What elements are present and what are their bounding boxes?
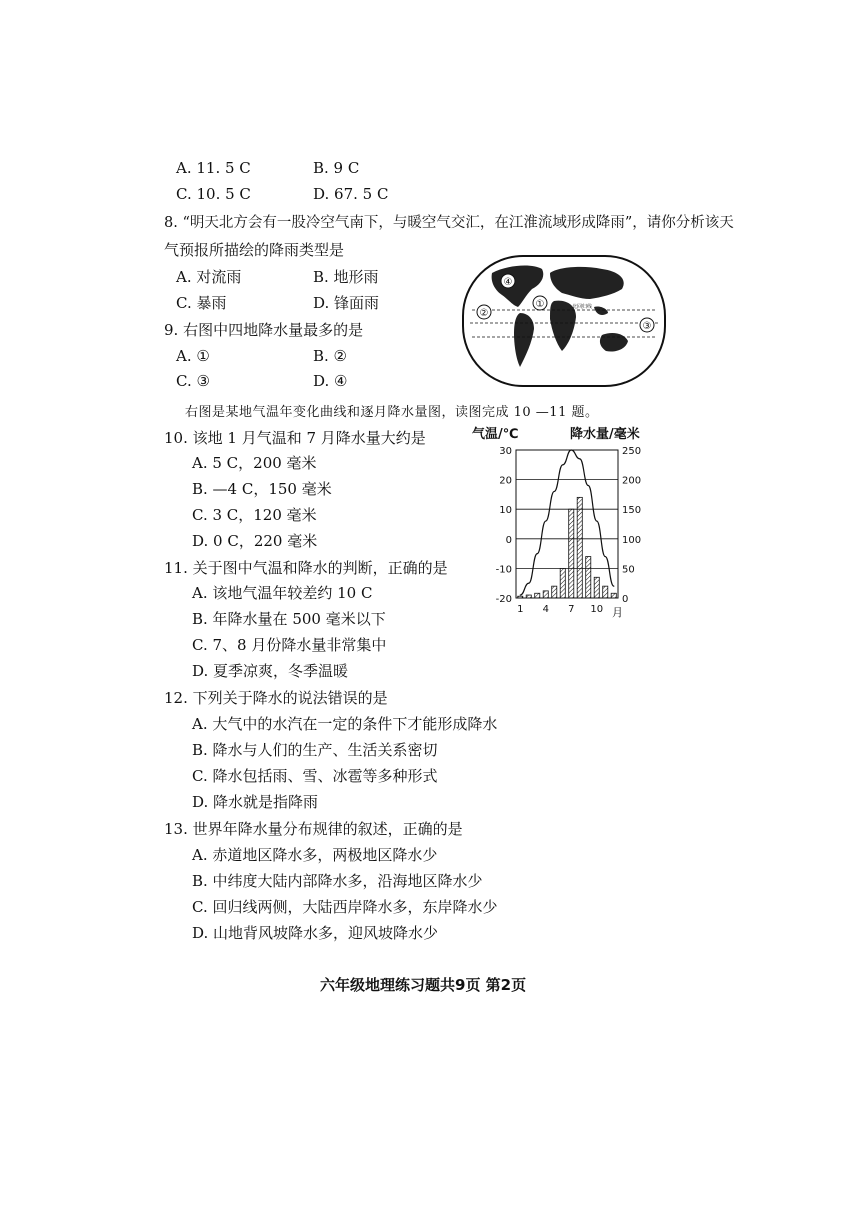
precip-tick-label: 250: [622, 446, 642, 457]
temperature-point: [571, 449, 572, 450]
q10-option-c: C. 3 C，120 毫米: [192, 506, 317, 524]
q10-stem: 10. 该地 1 月气温和 7 月降水量大约是: [164, 429, 426, 447]
q12-stem: 12. 下列关于降水的说法错误的是: [164, 689, 388, 707]
eurasia-shape: [550, 267, 624, 299]
precip-bar: [594, 577, 599, 598]
q10-option-b: B. —4 C，150 毫米: [192, 480, 332, 498]
q8-option-b: B. 地形雨: [313, 268, 379, 286]
q9-option-b: B. ②: [313, 347, 348, 365]
precip-axis-label: 降水量/毫米: [570, 427, 640, 442]
q11-option-a: A. 该地气温年较差约 10 C: [192, 584, 373, 602]
month-tick-label: 10: [590, 604, 604, 615]
temperature-point: [554, 491, 555, 492]
q8-option-c: C. 暴雨: [176, 294, 227, 312]
q11-option-d: D. 夏季凉爽，冬季温暖: [192, 662, 349, 680]
q9-option-d: D. ④: [313, 372, 348, 390]
precip-bar: [543, 591, 548, 598]
temperature-point: [596, 520, 597, 521]
temp-tick-label: 0: [505, 534, 512, 546]
point-4-label: ④: [503, 277, 513, 288]
precip-bar: [611, 593, 616, 598]
point-1-label: ①: [535, 299, 545, 310]
precip-bar: [560, 568, 565, 598]
australia-shape: [600, 333, 628, 352]
tropic-label: 北回归线: [572, 304, 593, 310]
x-unit-label: 月: [612, 606, 623, 619]
world-map-figure: [462, 255, 666, 387]
month-tick-label: 4: [542, 604, 549, 615]
temp-tick-label: 10: [499, 505, 512, 517]
temperature-point: [588, 485, 589, 486]
q10-option-d: D. 0 C，220 毫米: [192, 532, 318, 550]
q13-option-d: D. 山地背风坡降水多，迎风坡降水少: [192, 924, 439, 942]
month-tick-label: 1: [517, 604, 524, 615]
q7-option-c: C. 10. 5 C: [176, 185, 251, 203]
precip-tick-label: 0: [622, 594, 629, 605]
q12-option-b: B. 降水与人们的生产、生活关系密切: [192, 741, 438, 759]
precip-bar: [526, 595, 531, 598]
temp-tick-label: -20: [495, 594, 512, 605]
temperature-curve: [520, 450, 614, 595]
precip-tick-label: 50: [622, 564, 635, 576]
temperature-point: [613, 586, 614, 587]
temperature-point: [562, 464, 563, 465]
q7-option-d: D. 67. 5 C: [313, 185, 389, 203]
q8-stem-line2: 气预报所描绘的降雨类型是: [164, 241, 345, 259]
q8-option-d: D. 锋面雨: [313, 294, 380, 312]
q7-option-a: A. 11. 5 C: [176, 159, 251, 177]
page-footer: 六年级地理练习题共9页 第2页: [320, 976, 527, 994]
q12-option-a: A. 大气中的水汽在一定的条件下才能形成降水: [192, 715, 498, 733]
precip-tick-label: 150: [622, 505, 642, 517]
q13-option-a: A. 赤道地区降水多，两极地区降水少: [192, 846, 438, 864]
q8-option-a: A. 对流雨: [176, 268, 242, 286]
temperature-point: [579, 458, 580, 459]
q8-stem-line1: 8. “明天北方会有一股冷空气南下，与暖空气交汇，在江淮流域形成降雨”，请你分析该天: [164, 215, 734, 231]
precip-bar: [577, 497, 582, 598]
precip-bar: [586, 557, 591, 598]
climate-chart: [470, 420, 660, 620]
precip-bar: [569, 509, 574, 598]
precip-bar: [603, 586, 608, 598]
islands-shape: [594, 306, 608, 315]
south-america-shape: [514, 313, 534, 367]
intro-10-11: 右图是某地气温年变化曲线和逐月降水量图，读图完成 10 —11 题。: [185, 405, 599, 420]
q13-option-c: C. 回归线两侧，大陆西岸降水多，东岸降水少: [192, 898, 498, 916]
q10-option-a: A. 5 C，200 毫米: [192, 454, 317, 472]
temperature-point: [528, 583, 529, 584]
temp-tick-label: 30: [499, 446, 512, 457]
point-2-label: ②: [479, 308, 489, 319]
q13-stem: 13. 世界年降水量分布规律的叙述，正确的是: [164, 820, 463, 838]
temperature-point: [545, 520, 546, 521]
precip-bar: [535, 593, 540, 598]
q9-option-c: C. ③: [176, 372, 210, 390]
temp-tick-label: -10: [495, 564, 512, 576]
q9-option-a: A. ①: [176, 347, 210, 365]
q11-stem: 11. 关于图中气温和降水的判断，正确的是: [164, 559, 448, 577]
precip-bar: [552, 586, 557, 598]
temp-axis-label: 气温/℃: [472, 427, 519, 442]
point-3-label: ③: [642, 321, 652, 332]
temp-tick-label: 20: [499, 475, 512, 487]
q12-option-c: C. 降水包括雨、雪、冰雹等多种形式: [192, 767, 438, 785]
month-tick-label: 7: [568, 604, 575, 615]
temperature-point: [537, 553, 538, 554]
temperature-point: [605, 556, 606, 557]
precip-bar: [518, 596, 523, 598]
q7-option-b: B. 9 C: [313, 159, 360, 177]
q11-option-b: B. 年降水量在 500 毫米以下: [192, 610, 386, 628]
q11-option-c: C. 7、8 月份降水量非常集中: [192, 636, 387, 654]
q13-option-b: B. 中纬度大陆内部降水多，沿海地区降水少: [192, 872, 483, 890]
q12-option-d: D. 降水就是指降雨: [192, 793, 319, 811]
q9-stem: 9. 右图中四地降水量最多的是: [164, 321, 364, 339]
precip-tick-label: 100: [622, 534, 642, 546]
precip-tick-label: 200: [622, 475, 642, 487]
temperature-point: [520, 594, 521, 595]
